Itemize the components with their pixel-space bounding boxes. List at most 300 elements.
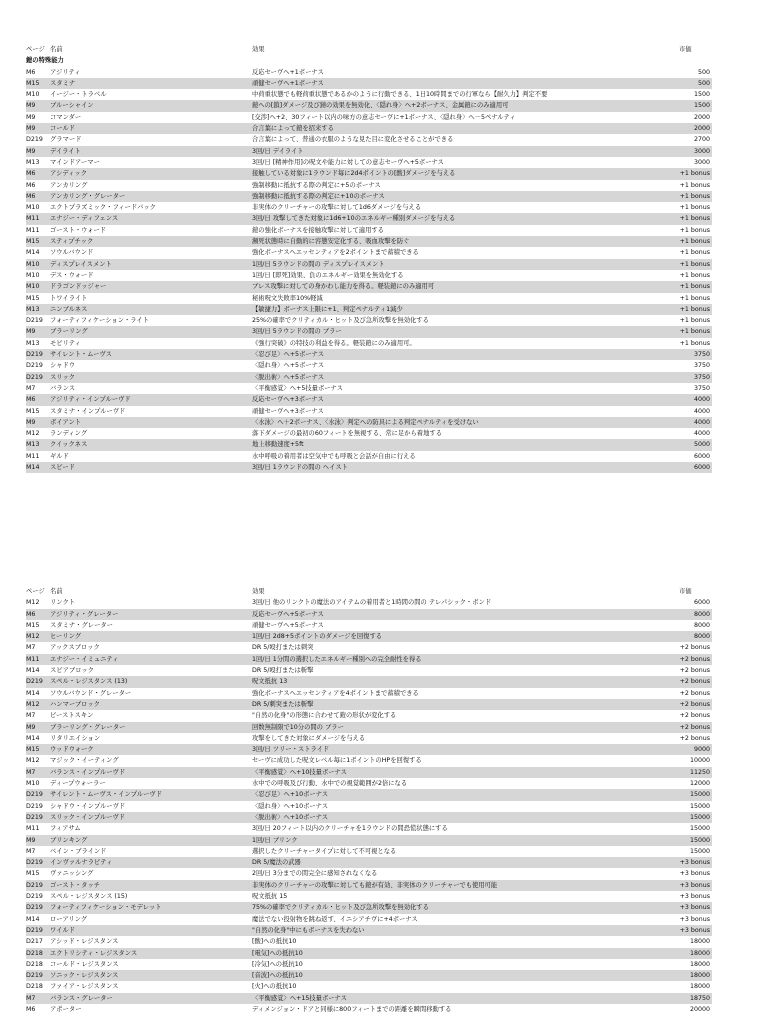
- table-row: [26, 304, 712, 315]
- cell-price: +1 bonus: [679, 226, 710, 234]
- table-row: [26, 78, 712, 89]
- table-row: [26, 247, 712, 258]
- table-row: [26, 970, 712, 981]
- cell-name: ソウルバウンド・グレーター: [50, 689, 132, 697]
- cell-effect: 秘術呪文失敗率10%軽減: [252, 294, 323, 302]
- cell-effect: 〈平衡感覚〉へ+5技量ボーナス: [252, 384, 343, 392]
- cell-page: D218: [26, 983, 43, 991]
- armor-table-top: [26, 44, 712, 473]
- cell-effect: 反応セーヴへ+3ボーナス: [252, 396, 324, 404]
- cell-effect: 〈脱出術〉へ+5ボーナス: [252, 373, 324, 381]
- cell-page: M9: [26, 328, 36, 336]
- table-row: [26, 789, 712, 800]
- cell-name: ディスプレイスメント: [50, 260, 112, 268]
- table-row: [26, 180, 712, 191]
- cell-page: M6: [26, 181, 36, 189]
- table-row: [26, 812, 712, 823]
- cell-effect: [電気]への抵抗10: [252, 949, 303, 957]
- table-row: [26, 168, 712, 179]
- cell-price: +2 bonus: [679, 689, 710, 697]
- cell-page: M9: [26, 418, 36, 426]
- cell-name: リンクト: [50, 599, 76, 607]
- cell-effect: 接触している対象に1ラウンド毎に2d4ポイントの[酸]ダメージを与える: [252, 170, 456, 178]
- cell-effect: 1回/日 [即死]効果、負のエネルギー効果を無効化する: [252, 271, 404, 279]
- cell-page: D219: [26, 362, 43, 370]
- cell-name: スペル・レジスタンス (13): [50, 678, 128, 686]
- cell-page: M12: [26, 700, 40, 708]
- cell-page: D218: [26, 960, 43, 968]
- cell-name: エナジー・イミュニティ: [50, 655, 119, 663]
- cell-name: マインドアーマー: [50, 158, 100, 166]
- cell-price: 18000: [689, 983, 710, 991]
- cell-name: コールド: [50, 125, 76, 133]
- table-row: [26, 676, 712, 687]
- cell-name: アジリティ・インプルーヴド: [50, 396, 131, 404]
- cell-effect: DR 5/魔法の武器: [252, 859, 301, 867]
- cell-effect: 地上移動速度+5ft: [252, 441, 304, 449]
- table-header: [26, 44, 712, 55]
- header-price: 市価: [679, 588, 692, 595]
- cell-effect: 1回/日 1分間の選択したエネルギー種別への完全耐性を得る: [252, 655, 422, 663]
- table-row: [26, 642, 712, 653]
- cell-name: サイレント・ムーヴス・インプルーヴド: [50, 791, 162, 799]
- table-row: [26, 100, 712, 111]
- cell-price: 4000: [693, 396, 710, 404]
- cell-price: +3 bonus: [679, 859, 710, 867]
- cell-page: D219: [26, 893, 43, 901]
- cell-price: +3 bonus: [679, 870, 710, 878]
- cell-effect: 頑健セーヴへ+3ボーナス: [252, 407, 324, 415]
- header-price: 市価: [679, 46, 692, 53]
- cell-name: ボイアント: [50, 418, 82, 426]
- cell-page: D219: [26, 926, 43, 934]
- cell-effect: 1回/日 5ラウンドの間の ディスプレイスメント: [252, 260, 385, 268]
- cell-effect: 魔法でない投射物を跳ね返す、イニシアチヴに+4ボーナス: [252, 915, 418, 923]
- cell-name: トワイライト: [50, 294, 88, 302]
- cell-effect: DR 5/殴打または斬撃: [252, 667, 314, 675]
- cell-name: ブラーリング・グレーター: [50, 723, 126, 731]
- cell-name: ソウルバウンド: [50, 249, 94, 257]
- cell-page: D219: [26, 791, 43, 799]
- cell-price: 500: [697, 68, 710, 76]
- table-row: [26, 846, 712, 857]
- cell-page: M10: [26, 260, 40, 268]
- cell-price: +1 bonus: [679, 215, 710, 223]
- cell-name: スリック・インプルーヴド: [50, 813, 126, 821]
- section-title: 鎧の特殊能力: [26, 57, 64, 65]
- cell-name: ローアリング: [50, 915, 88, 923]
- table-row: [26, 112, 712, 123]
- cell-name: コールド・レジスタンス: [50, 960, 119, 968]
- table-row: [26, 880, 712, 891]
- cell-price: +1 bonus: [679, 294, 710, 302]
- cell-page: M12: [26, 599, 40, 607]
- cell-price: +2 bonus: [679, 734, 710, 742]
- cell-effect: 1回/日 2d8+5ポイントのダメージを回復する: [252, 633, 383, 641]
- cell-price: +1 bonus: [679, 204, 710, 212]
- cell-name: ブラーリング: [50, 328, 88, 336]
- cell-effect: 〈脱出術〉へ+10ボーナス: [252, 813, 329, 821]
- cell-price: 15000: [689, 813, 710, 821]
- cell-price: 1500: [693, 91, 710, 99]
- cell-name: ビーストスキン: [50, 712, 94, 720]
- header-effect: 効果: [252, 46, 265, 53]
- cell-price: +1 bonus: [679, 317, 710, 325]
- cell-effect: "自然の化身"の形態に合わせて鎧の形状が変化する: [252, 712, 397, 720]
- table-row: [26, 902, 712, 913]
- cell-price: +3 bonus: [679, 926, 710, 934]
- cell-effect: 瀕死状態時に自動的に容態安定化する、吸血攻撃を防ぐ: [252, 238, 410, 246]
- cell-page: M6: [26, 610, 36, 618]
- cell-page: M14: [26, 734, 40, 742]
- table-row: [26, 406, 712, 417]
- cell-name: バランス・グレーター: [50, 994, 113, 1002]
- cell-name: ヒーリング: [50, 633, 82, 641]
- cell-price: 3000: [693, 158, 710, 166]
- cell-page: D219: [26, 972, 43, 980]
- cell-page: M14: [26, 463, 40, 471]
- cell-price: 15000: [689, 847, 710, 855]
- table-row: [26, 383, 712, 394]
- cell-page: M12: [26, 430, 40, 438]
- cell-page: M10: [26, 91, 40, 99]
- cell-effect: 〈忍び足〉へ+5ボーナス: [252, 351, 324, 359]
- cell-price: 18000: [689, 972, 710, 980]
- cell-name: アシディック: [50, 170, 88, 178]
- cell-page: M7: [26, 994, 36, 1002]
- table-row: [26, 191, 712, 202]
- table-row: [26, 1004, 712, 1015]
- cell-name: ベイン・ブラインド: [50, 847, 107, 855]
- table-row: [26, 157, 712, 168]
- cell-price: 6000: [693, 463, 710, 471]
- table-row: [26, 891, 712, 902]
- cell-price: +1 bonus: [679, 283, 710, 291]
- table-row: [26, 417, 712, 428]
- cell-name: アックスブロック: [50, 644, 100, 652]
- cell-name: アジリティ: [50, 68, 81, 76]
- cell-effect: 中荷重状態でも軽荷重状態であるかのように行動できる、1日10時間までの行軍なら【耐久力】判定不要: [252, 91, 548, 99]
- cell-name: エクトリシティ・レジスタンス: [50, 949, 138, 957]
- cell-page: M7: [26, 644, 36, 652]
- cell-effect: 1回/日 ブリンク: [252, 836, 298, 844]
- table-row: [26, 609, 712, 620]
- table-row: [26, 349, 712, 360]
- cell-name: モビリティ: [50, 339, 81, 347]
- table-row: [26, 710, 712, 721]
- cell-price: 4000: [693, 418, 710, 426]
- header-page: ページ: [26, 588, 45, 595]
- cell-name: イージー・トラベル: [50, 91, 107, 99]
- cell-page: M6: [26, 396, 36, 404]
- cell-effect: 3回/日 攻撃してきた対象に1d6+10のエネルギー種別ダメージを与える: [252, 215, 456, 223]
- cell-effect: [火]への抵抗10: [252, 983, 297, 991]
- cell-price: 6000: [693, 452, 710, 460]
- cell-name: ニンブルネス: [50, 305, 88, 313]
- table-row: [26, 281, 712, 292]
- cell-effect: 頑健セーヴへ+5ボーナス: [252, 621, 324, 629]
- cell-page: D219: [26, 678, 43, 686]
- cell-page: D219: [26, 904, 43, 912]
- cell-price: +3 bonus: [679, 904, 710, 912]
- table-body: [26, 67, 712, 474]
- cell-page: M10: [26, 780, 40, 788]
- table-row: [26, 225, 712, 236]
- cell-effect: 《強行突破》の特技の利益を得る。軽装鎧にのみ適用可。: [252, 339, 416, 347]
- armor-table-bottom: [26, 586, 712, 1015]
- table-row: [26, 654, 712, 665]
- cell-name: シャドウ: [50, 362, 76, 370]
- cell-effect: 反応セーヴへ+5ボーナス: [252, 610, 324, 618]
- cell-name: バランス・インプルーヴド: [50, 768, 126, 776]
- cell-effect: 選択したクリーチャータイプに対して不可視となる: [252, 847, 397, 855]
- cell-price: +1 bonus: [679, 181, 710, 189]
- cell-name: ゴースト・ウォード: [50, 226, 107, 234]
- table-row: [26, 699, 712, 710]
- cell-page: M15: [26, 294, 40, 302]
- cell-page: M15: [26, 407, 40, 415]
- cell-price: +2 bonus: [679, 700, 710, 708]
- cell-effect: DR 5/刺突または斬撃: [252, 700, 314, 708]
- cell-page: M6: [26, 192, 36, 200]
- cell-effect: 強制移動に抵抗する際の判定に+10のボーナス: [252, 192, 385, 200]
- cell-effect: "自然の化身"中にもボーナスを失わない: [252, 926, 365, 934]
- cell-page: D217: [26, 938, 43, 946]
- cell-effect: ディメンジョン・ドアと同様に800フィートまでの距離を瞬間移動する: [252, 1005, 452, 1013]
- cell-effect: [酸]への抵抗10: [252, 938, 297, 946]
- section-title-row: [26, 55, 712, 66]
- cell-price: 500: [697, 79, 710, 87]
- cell-effect: 水中での呼吸及び行動、水中での視覚範囲が2倍になる: [252, 780, 408, 788]
- cell-price: 3750: [693, 362, 710, 370]
- cell-price: 1500: [693, 102, 710, 110]
- cell-price: 3000: [693, 147, 710, 155]
- table-row: [26, 801, 712, 812]
- cell-price: +2 bonus: [679, 644, 710, 652]
- table-row: [26, 372, 712, 383]
- cell-effect: 3回/日 ツリー・ストライド: [252, 746, 330, 754]
- cell-page: M13: [26, 305, 40, 313]
- cell-price: +1 bonus: [679, 260, 710, 268]
- cell-name: ブリンキング: [50, 836, 88, 844]
- cell-price: 8000: [693, 621, 710, 629]
- cell-page: M15: [26, 238, 40, 246]
- table-row: [26, 89, 712, 100]
- cell-page: D219: [26, 317, 43, 325]
- cell-name: ウッドウォーク: [50, 746, 94, 754]
- cell-name: ソニック・レジスタンス: [50, 972, 119, 980]
- cell-price: +1 bonus: [679, 192, 710, 200]
- table-row: [26, 315, 712, 326]
- cell-price: 5000: [693, 441, 710, 449]
- cell-name: ディープウォーラー: [50, 780, 106, 788]
- table-row: [26, 981, 712, 992]
- cell-page: M9: [26, 102, 36, 110]
- cell-price: 3750: [693, 351, 710, 359]
- cell-name: アンカリング・グレーター: [50, 192, 126, 200]
- cell-page: M9: [26, 836, 36, 844]
- cell-page: M10: [26, 283, 40, 291]
- table-row: [26, 631, 712, 642]
- cell-name: デイライト: [50, 147, 81, 155]
- table-row: [26, 67, 712, 78]
- cell-effect: 水中呼吸の着用者は空気中でも呼吸と会話が自由に行える: [252, 452, 416, 460]
- cell-price: 9000: [693, 746, 710, 754]
- table-row: [26, 338, 712, 349]
- cell-effect: 3回/日 1ラウンドの間の ヘイスト: [252, 463, 348, 471]
- cell-page: D219: [26, 859, 43, 867]
- cell-name: エクトプラズミック・フィードバック: [50, 204, 156, 212]
- cell-name: ハンマーブロック: [50, 700, 100, 708]
- table-row: [26, 270, 712, 281]
- cell-page: M6: [26, 68, 36, 76]
- cell-price: 18000: [689, 938, 710, 946]
- cell-price: +3 bonus: [679, 893, 710, 901]
- cell-name: バランス: [50, 384, 75, 392]
- cell-price: +2 bonus: [679, 667, 710, 675]
- cell-price: 15000: [689, 802, 710, 810]
- cell-page: D219: [26, 813, 43, 821]
- table-header: [26, 586, 712, 597]
- cell-price: +1 bonus: [679, 328, 710, 336]
- cell-effect: 3回/日 5ラウンドの間の ブラー: [252, 328, 342, 336]
- cell-price: +1 bonus: [679, 271, 710, 279]
- cell-name: アポーター: [50, 1005, 82, 1013]
- cell-name: ワイルド: [50, 926, 75, 934]
- cell-price: 2000: [693, 125, 710, 133]
- table-row: [26, 755, 712, 766]
- table-row: [26, 451, 712, 462]
- cell-price: 4000: [693, 430, 710, 438]
- cell-price: +2 bonus: [679, 712, 710, 720]
- table-row: [26, 597, 712, 608]
- header-page: ページ: [26, 46, 45, 53]
- cell-name: スタミナ: [50, 79, 76, 87]
- cell-page: M14: [26, 689, 40, 697]
- cell-effect: 鎧への[鎖]ダメージ及び錆の効果を無効化、〈隠れ身〉へ+2ボーナス、金属鎧にのみ適用可: [252, 102, 509, 110]
- cell-name: ファイア・レジスタンス: [50, 983, 119, 991]
- table-row: [26, 767, 712, 778]
- cell-effect: 75%の確率でクリティカル・ヒット及び急所攻撃を無効化する: [252, 904, 429, 912]
- cell-page: M7: [26, 712, 36, 720]
- cell-price: +3 bonus: [679, 881, 710, 889]
- cell-name: マジック・イーティング: [50, 757, 119, 765]
- table-row: [26, 213, 712, 224]
- table-row: [26, 688, 712, 699]
- table-row: [26, 733, 712, 744]
- cell-page: M13: [26, 441, 40, 449]
- cell-price: 2000: [693, 113, 710, 121]
- cell-effect: セーヴに成功した呪文レベル毎に1ポイントのHPを回復する: [252, 757, 422, 765]
- cell-name: アシッド・レジスタンス: [50, 938, 119, 946]
- cell-effect: 回数無制限で10分の間の ブラー: [252, 723, 344, 731]
- cell-page: D219: [26, 351, 43, 359]
- cell-name: インヴァルナラビティ: [50, 859, 113, 867]
- cell-effect: 鎧の強化ボーナスを接触攻撃に対して適用する: [252, 226, 384, 234]
- cell-name: アジリティ・グレーター: [50, 610, 119, 618]
- table-row: [26, 936, 712, 947]
- cell-page: D219: [26, 373, 43, 381]
- cell-effect: 3回/日 20フィート以内のクリーチャを1ラウンドの間恐慌状態にする: [252, 825, 448, 833]
- cell-effect: 落下ダメージの最初の60フィートを無視する、常に足から着地する: [252, 430, 442, 438]
- header-effect: 効果: [252, 588, 265, 595]
- cell-price: 18000: [689, 949, 710, 957]
- cell-effect: 非実体のクリーチャーの攻撃に対して1d6ダメージを与える: [252, 204, 422, 212]
- header-name: 名前: [50, 46, 63, 53]
- cell-price: 18000: [689, 960, 710, 968]
- cell-effect: [音波]への抵抗10: [252, 972, 303, 980]
- table-row: [26, 744, 712, 755]
- cell-effect: 呪文抵抗 15: [252, 893, 288, 901]
- cell-name: グラマード: [50, 136, 82, 144]
- cell-name: コマンダー: [50, 113, 82, 121]
- cell-effect: 〈水泳〉へ＋2ボーナス、〈水泳〉判定への防具による判定ペナルティを受けない: [252, 418, 479, 426]
- cell-page: M15: [26, 621, 40, 629]
- cell-price: 3750: [693, 384, 710, 392]
- cell-effect: 呪文抵抗 13: [252, 678, 288, 686]
- table-row: [26, 202, 712, 213]
- cell-price: +2 bonus: [679, 655, 710, 663]
- cell-effect: [冷気]への抵抗10: [252, 960, 303, 968]
- cell-name: スタミナ・グレーター: [50, 621, 113, 629]
- cell-name: サイレント・ムーヴス: [50, 351, 112, 359]
- cell-page: M11: [26, 452, 40, 460]
- cell-page: M9: [26, 723, 36, 731]
- table-row: [26, 394, 712, 405]
- cell-price: 12000: [689, 780, 710, 788]
- cell-page: M12: [26, 633, 40, 641]
- cell-name: スリック: [50, 373, 75, 381]
- cell-name: ゴースト・タッチ: [50, 881, 101, 889]
- cell-page: M12: [26, 757, 40, 765]
- cell-page: M9: [26, 113, 36, 121]
- cell-price: 15000: [689, 791, 710, 799]
- cell-effect: 〈忍び足〉へ+10ボーナス: [252, 791, 329, 799]
- cell-effect: ブレス攻撃に対しての身かわし能力を得る。軽装鎧にのみ適用可: [252, 283, 435, 291]
- cell-price: +2 bonus: [679, 723, 710, 731]
- cell-effect: 3回/日 [精神作用]の呪文や能力に対しての意志セーヴへ+5ボーナス: [252, 158, 444, 166]
- table-row: [26, 665, 712, 676]
- table-row: [26, 948, 712, 959]
- cell-name: ランディング: [50, 430, 88, 438]
- cell-page: M10: [26, 271, 40, 279]
- table-row: [26, 925, 712, 936]
- cell-page: M7: [26, 768, 36, 776]
- cell-name: エナジー・ディフェンス: [50, 215, 119, 223]
- cell-name: スペル・レジスタンス (15): [50, 893, 128, 901]
- cell-name: スタミナ・インプルーヴド: [50, 407, 126, 415]
- cell-name: スピアブロック: [50, 667, 94, 675]
- cell-name: ギルド: [50, 452, 69, 460]
- table-row: [26, 778, 712, 789]
- table-row: [26, 146, 712, 157]
- cell-name: フォーティフィケーション・モデレット: [50, 904, 162, 912]
- cell-effect: 反応セーヴへ+1ボーナス: [252, 68, 324, 76]
- cell-price: 18750: [689, 994, 710, 1002]
- cell-effect: 合言葉によって、普通の衣服のような見た目に変化させることができる: [252, 136, 454, 144]
- table-row: [26, 123, 712, 134]
- cell-price: 8000: [693, 633, 710, 641]
- cell-name: デス・ウォード: [50, 271, 94, 279]
- table-row: [26, 868, 712, 879]
- cell-page: M13: [26, 158, 40, 166]
- cell-name: ヴァニッシング: [50, 870, 94, 878]
- cell-effect: 強制移動に抵抗する際の判定に+5のボーナス: [252, 181, 381, 189]
- cell-page: M15: [26, 746, 40, 754]
- cell-price: 8000: [693, 610, 710, 618]
- cell-page: M11: [26, 226, 40, 234]
- cell-effect: 〈平衡感覚〉へ+10技量ボーナス: [252, 768, 347, 776]
